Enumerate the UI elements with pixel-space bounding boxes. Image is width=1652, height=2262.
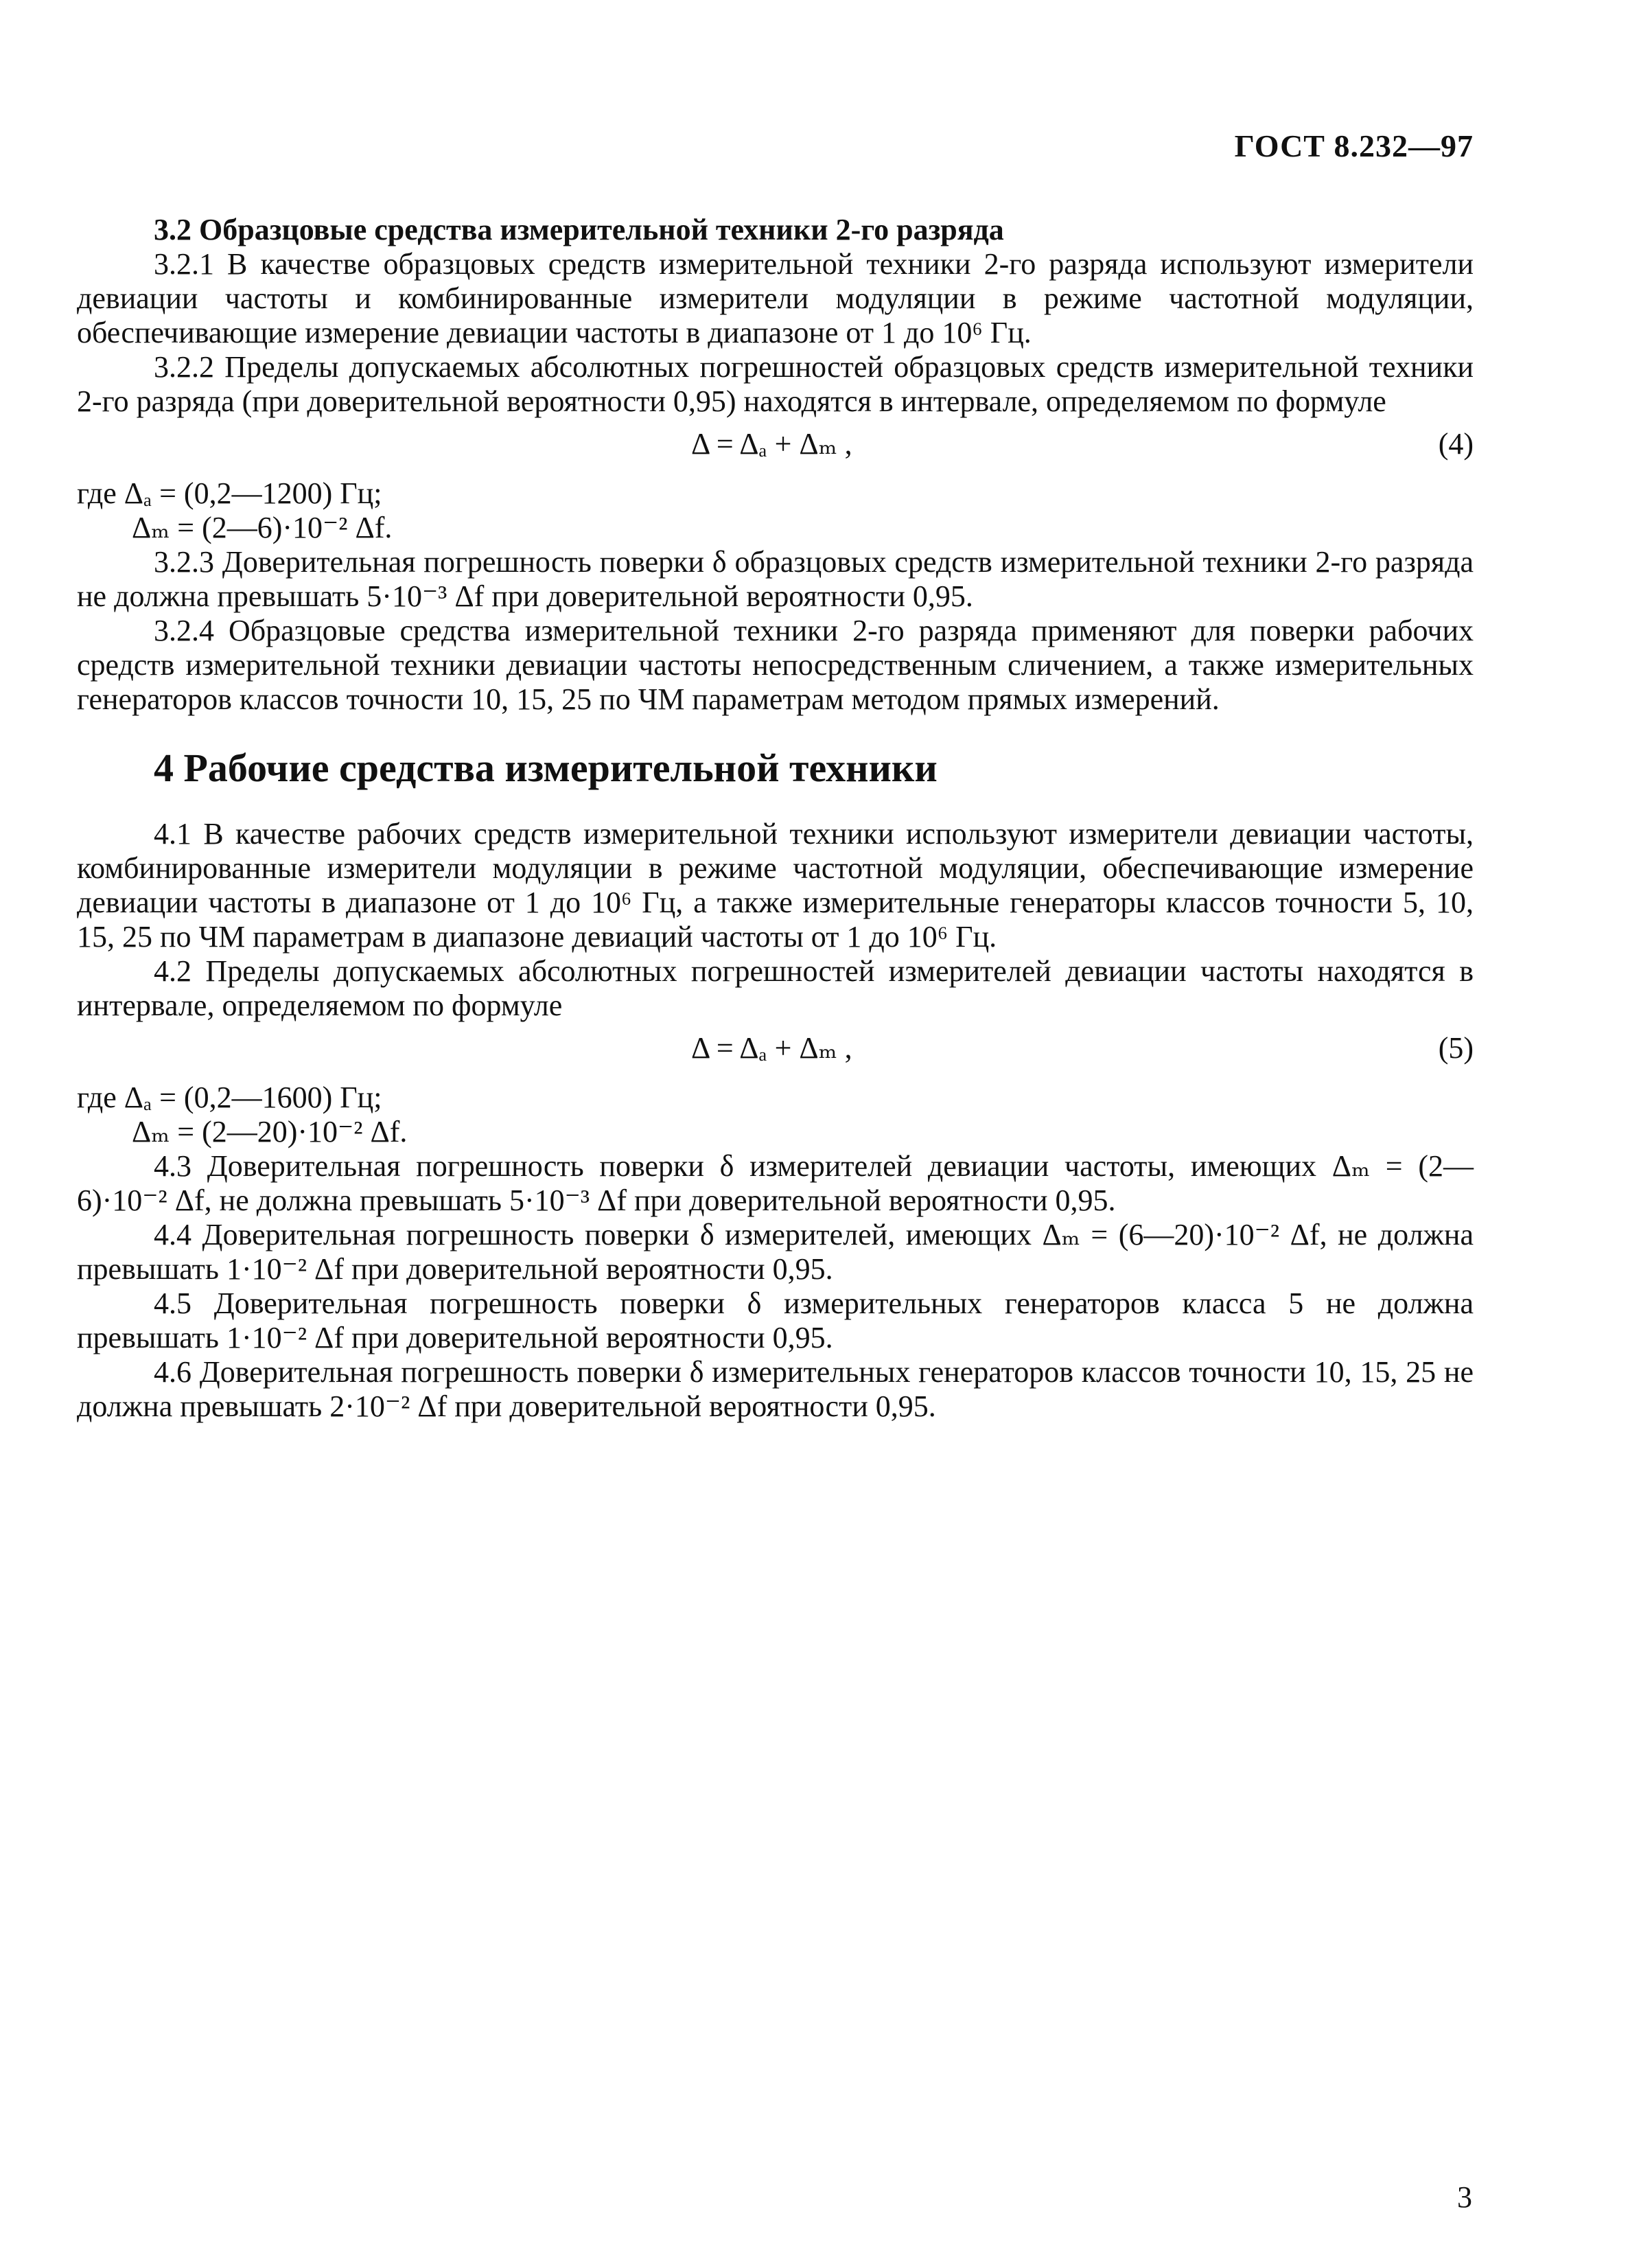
document-header: ГОСТ 8.232—97 xyxy=(1234,128,1474,163)
where-delta-a-1: где Δₐ = (0,2—1200) Гц; xyxy=(77,476,382,510)
where-delta-m-1: Δₘ = (2—6)·10⁻² Δf. xyxy=(132,511,393,544)
paragraph-3-2-3: 3.2.3 Доверительная погрешность поверки δ образцовых средств измерительной техники 2-го разряда не должна превышать 5·10⁻³ Δf при доверительной вероятности 0,95. xyxy=(77,545,1474,613)
paragraph-4-2: 4.2 Пределы допускаемых абсолютных погрешностей измерителей девиации частоты находятся в интервале, определяемом по формуле xyxy=(77,954,1474,1022)
document-body xyxy=(77,213,1474,1424)
formula-5-number: (5) xyxy=(1438,1031,1474,1065)
paragraph-3-2-4: 3.2.4 Образцовые средства измерительной техники 2-го разряда применяют для поверки рабочих средств измерительной техники девиации частоты непосредственным сличением, а также измерительных генераторов классов точности 10, 15, 25 по ЧМ параметрам методом прямых измерений. xyxy=(77,614,1474,716)
paragraph-4-4: 4.4 Доверительная погрешность поверки δ измерителей, имеющих Δₘ = (6—20)·10⁻² Δf, не должна превышать 1·10⁻² Δf при доверительной вероятности 0,95. xyxy=(77,1218,1474,1286)
section-3-2-title: 3.2 Образцовые средства измерительной техники 2-го разряда xyxy=(154,213,1004,246)
formula-4 xyxy=(77,427,1474,461)
page-number: 3 xyxy=(1457,2180,1472,2214)
formula-5-expression: Δ = Δₐ + Δₘ , xyxy=(691,1031,852,1065)
formula-5 xyxy=(77,1031,1474,1065)
formula-4-expression: Δ = Δₐ + Δₘ , xyxy=(691,427,852,461)
paragraph-4-5: 4.5 Доверительная погрешность поверки δ измерительных генераторов класса 5 не должна превышать 1·10⁻² Δf при доверительной вероятности 0,95. xyxy=(77,1286,1474,1354)
where-delta-m-2: Δₘ = (2—20)·10⁻² Δf. xyxy=(132,1115,408,1149)
where-delta-a-2: где Δₐ = (0,2—1600) Гц; xyxy=(77,1081,382,1114)
paragraph-4-3: 4.3 Доверительная погрешность поверки δ измерителей девиации частоты, имеющих Δₘ = (2—6)·10⁻² Δf, не должна превышать 5·10⁻³ Δf при доверительной вероятности 0,95. xyxy=(77,1149,1474,1217)
paragraph-3-2-1: 3.2.1 В качестве образцовых средств измерительной техники 2-го разряда используют измерители девиации частоты и комбинированные измерители модуляции в режиме частотной модуляции, обеспечивающие измерение девиации частоты в диапазоне от 1 до 10⁶ Гц. xyxy=(77,247,1474,349)
section-4-title: 4 Рабочие средства измерительной техники xyxy=(154,746,938,790)
formula-4-number: (4) xyxy=(1438,427,1474,461)
paragraph-4-6: 4.6 Доверительная погрешность поверки δ измерительных генераторов классов точности 10, 15, 25 не должна превышать 2·10⁻² Δf при доверительной вероятности 0,95. xyxy=(77,1355,1474,1423)
paragraph-3-2-2: 3.2.2 Пределы допускаемых абсолютных погрешностей образцовых средств измерительной техники 2-го разряда (при доверительной вероятности 0,95) находятся в интервале, определяемом по формуле xyxy=(77,350,1474,418)
paragraph-4-1: 4.1 В качестве рабочих средств измерительной техники используют измерители девиации частоты, комбинированные измерители модуляции в режиме частотной модуляции, обеспечивающие измерение девиации частоты в диапазоне от 1 до 10⁶ Гц, а также измерительные генераторы классов точности 5, 10, 15, 25 по ЧМ параметрам в диапазоне девиаций частоты от 1 до 10⁶ Гц. xyxy=(77,817,1474,954)
